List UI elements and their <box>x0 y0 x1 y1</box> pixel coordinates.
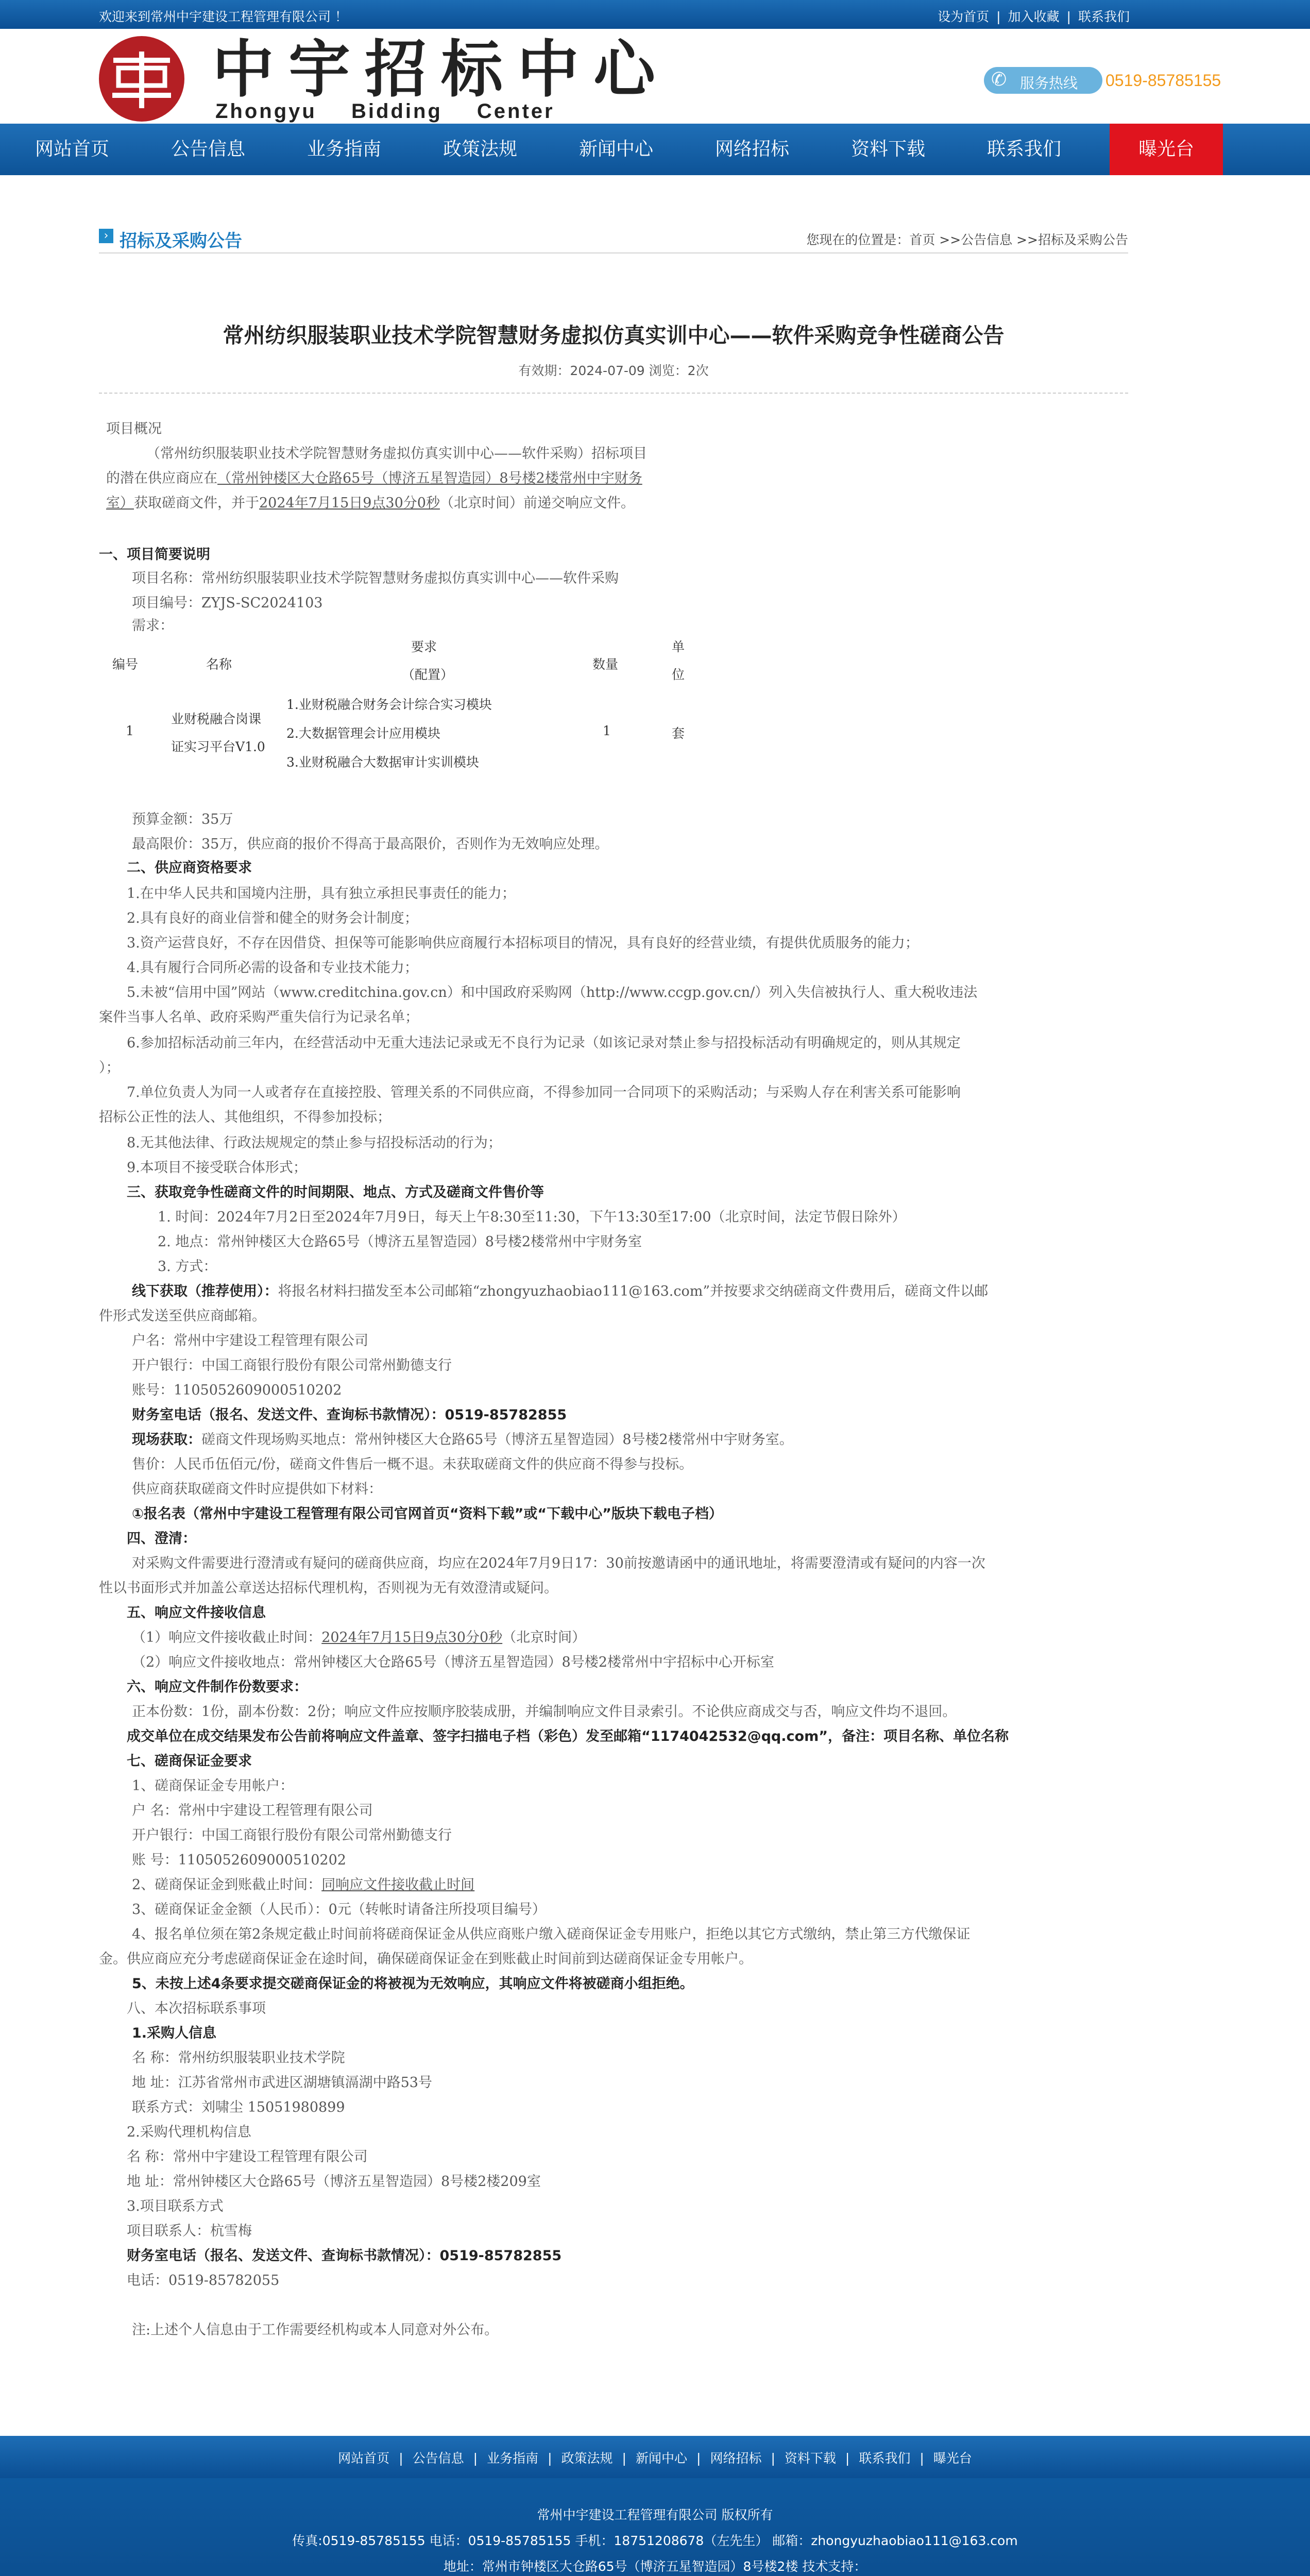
deposit-account-bank: 开户银行：中国工商银行股份有限公司常州勤德支行 <box>132 1827 452 1843</box>
project-code: 项目编号：ZYJS-SC2024103 <box>132 595 323 611</box>
clarify-1: 对采购文件需要进行澄清或有疑问的磋商供应商，均应在2024年7月9日17：30前按邀请函中的通讯地址，将需要澄清或有疑问的内容一次 <box>132 1555 985 1571</box>
section-header <box>99 222 1128 253</box>
purchaser-name: 名 称：常州纺织服装职业技术学院 <box>132 2050 345 2066</box>
nav-announcements[interactable]: 公告信息 <box>171 139 245 160</box>
table-header-name: 名称 <box>206 657 232 672</box>
logo-english-name: Zhongyu Bidding Center <box>215 100 555 123</box>
nav-online-bidding[interactable]: 网络招标 <box>714 139 789 160</box>
footer-copyright: 常州中宇建设工程管理有限公司 版权所有 <box>537 2507 773 2522</box>
registration-form: ①报名表（常州中宇建设工程管理有限公司官网首页“资料下载”或“下载中心”版块下载电子档） <box>132 1506 723 1522</box>
qual-1: 1.在中华人民共和国境内注册，具有独立承担民事责任的能力； <box>127 886 516 902</box>
overview-p3: 室）获取磋商文件，并于2024年7月15日9点30分0秒（北京时间）前递交响应文件。 <box>106 495 635 511</box>
nav-home[interactable]: 网站首页 <box>35 139 109 160</box>
top-bar <box>0 0 1310 29</box>
footer-link-policies[interactable]: 政策法规 <box>561 2451 613 2466</box>
agency-heading: 2.采购代理机构信息 <box>127 2124 251 2140</box>
top-links: 设为首页 | 加入收藏 | 联系我们 <box>938 9 1130 24</box>
table-cell-unit: 套 <box>672 726 685 741</box>
clarify-2: 性以书面形式并加盖公章送达招标代理机构，否则视为无有效澄清或疑问。 <box>99 1580 558 1596</box>
phone-icon: ✆ <box>991 69 1007 90</box>
location: 2. 地点：常州钟楼区大仓路65号（博济五星智造园）8号楼2楼常州中宇财务室 <box>158 1234 642 1250</box>
project-name: 项目名称：常州纺织服装职业技术学院智慧财务虚拟仿真实训中心——软件采购 <box>132 570 619 586</box>
section-title: 招标及采购公告 <box>120 231 242 251</box>
offline-obtain: 线下获取（推荐使用）：将报名材料扫描发至本公司邮箱“zhongyuzhaobiao111@163.com”并按要求交纳磋商文件费用后，磋商文件以邮 <box>132 1283 989 1299</box>
winner-instructions: 成交单位在成交结果发布公告前将响应文件盖章、签字扫描电子档（彩色）发至邮箱“1174042532@qq.com”，备注：项目名称、单位名称 <box>127 1728 1009 1744</box>
section-8-heading: 八、本次招标联系事项 <box>127 2001 266 2016</box>
table-header-unit-1: 单 <box>672 639 685 654</box>
welcome-text: 欢迎来到常州中宇建设工程管理有限公司 ！ <box>99 9 348 24</box>
nav-news[interactable]: 新闻中心 <box>579 139 653 160</box>
requirement-label: 需求： <box>132 618 174 634</box>
budget: 预算金额：35万 <box>132 811 233 827</box>
overview-p1: （常州纺织服装职业技术学院智慧财务虚拟仿真实训中心——软件采购）招标项目 <box>146 446 647 462</box>
table-cell-name-2: 证实习平台V1.0 <box>171 739 265 754</box>
method: 3. 方式： <box>158 1259 217 1275</box>
onsite-obtain: 现场获取：磋商文件现场购买地点：常州钟楼区大仓路65号（博济五星智造园）8号楼2楼常州中宇财务室。 <box>132 1432 793 1448</box>
qual-6a: 6.参加招标活动前三年内，在经营活动中无重大违法记录或无不良行为记录（如该记录对禁止参与招投标活动有明确规定的，则从其规定 <box>127 1035 961 1051</box>
agency-name: 名 称：常州中宇建设工程管理有限公司 <box>127 2149 368 2165</box>
deposit-account-number: 账 号：1105052609000510202 <box>132 1852 346 1868</box>
offline-obtain-cont: 件形式发送至供应商邮箱。 <box>99 1308 266 1324</box>
footer-link-news[interactable]: 新闻中心 <box>635 2451 687 2466</box>
qual-9: 9.本项目不接受联合体形式； <box>127 1160 307 1176</box>
contact-phone: 电话：0519-85782055 <box>127 2273 280 2289</box>
qual-5b: 案件当事人名单、政府采购严重失信行为记录名单； <box>99 1009 419 1025</box>
finance-phone: 财务室电话（报名、发送文件、查询标书款情况）：0519-85782855 <box>132 1407 567 1423</box>
table-header-config: （配置） <box>402 667 454 682</box>
nav-policies[interactable]: 政策法规 <box>443 139 517 160</box>
logo-chinese-name: 中宇招标中心 <box>212 33 670 106</box>
table-cell-no: 1 <box>126 723 134 738</box>
company-logo-icon[interactable] <box>99 36 184 122</box>
section-1-heading: 一、项目简要说明 <box>99 547 210 563</box>
section-arrow-icon: › <box>99 229 113 243</box>
agency-address: 地 址：常州钟楼区大仓路65号（博济五星智造园）8号楼2楼209室 <box>127 2174 541 2190</box>
main-nav <box>0 124 1310 175</box>
footer-link-downloads[interactable]: 资料下载 <box>784 2451 836 2466</box>
receive-location: （2）响应文件接收地点：常州钟楼区大仓路65号（博济五星智造园）8号楼2楼常州中宇招标中心开标室 <box>132 1654 774 1670</box>
qual-7b: 招标公正性的法人、其他组织，不得参加投标； <box>99 1109 391 1125</box>
nav-contact[interactable]: 联系我们 <box>986 139 1061 160</box>
qual-5a: 5.未被“信用中国”网站（www.creditchina.gov.cn）和中国政府采购网（http://www.ccgp.gov.cn/）列入失信被执行人、重大税收违法 <box>127 985 978 1001</box>
section-3-heading: 三、获取竞争性磋商文件的时间期限、地点、方式及磋商文件售价等 <box>127 1184 544 1200</box>
add-favorite-link[interactable]: 加入收藏 <box>1008 9 1060 24</box>
deposit-account-head: 1、磋商保证金专用帐户： <box>132 1778 294 1794</box>
nav-exposure[interactable]: 曝光台 <box>1110 124 1223 175</box>
footer-link-exposure[interactable]: 曝光台 <box>933 2451 972 2466</box>
finance-phone-2: 财务室电话（报名、发送文件、查询标书款情况）：0519-85782855 <box>127 2248 562 2264</box>
section-7-heading: 七、磋商保证金要求 <box>127 1753 252 1769</box>
article-title: 常州纺织服装职业技术学院智慧财务虚拟仿真实训中心——软件采购竞争性磋商公告 <box>223 323 1005 348</box>
copies: 正本份数：1份，副本份数：2份；响应文件应按顺序胶装成册，并编制响应文件目录索引。不论供应商成交与否，响应文件均不退回。 <box>132 1704 957 1720</box>
table-header-qty: 数量 <box>592 657 619 672</box>
purchaser-contact: 联系方式：刘啸尘 15051980899 <box>132 2099 345 2115</box>
deposit-warning: 5、未按上述4条要求提交磋商保证金的将被视为无效响应，其响应文件将被磋商小组拒绝。 <box>132 1976 694 1992</box>
footer-contact: 传真:0519-85785155 电话：0519-85785155 手机：18751208678（左先生） 邮箱：zhongyuzhaobiao111@163.com <box>292 2533 1018 2548</box>
footer-link-guide[interactable]: 业务指南 <box>487 2451 539 2466</box>
set-homepage-link[interactable]: 设为首页 <box>938 9 990 24</box>
qual-8: 8.无其他法律、行政法规规定的禁止参与招投标活动的行为； <box>127 1135 502 1151</box>
table-cell-qty: 1 <box>603 723 611 738</box>
breadcrumb[interactable]: 您现在的位置是：首页 >>公告信息 >>招标及采购公告 <box>806 232 1128 247</box>
article-meta: 有效期：2024-07-09 浏览：2次 <box>518 363 709 378</box>
project-contact-person: 项目联系人：杭雪梅 <box>127 2223 252 2239</box>
table-header-req: 要求 <box>411 639 437 654</box>
project-contact-heading: 3.项目联系方式 <box>127 2198 224 2214</box>
account-number: 账号：1105052609000510202 <box>132 1382 342 1398</box>
table-cell-req-1: 1.业财税融合财务会计综合实习模块 <box>286 697 492 712</box>
header <box>0 29 1310 124</box>
nav-downloads[interactable]: 资料下载 <box>850 139 925 160</box>
deposit-amount: 3、磋商保证金金额（人民币）：0元（转帐时请备注所投项目编号） <box>132 1902 546 1918</box>
qual-2: 2.具有良好的商业信誉和健全的财务会计制度； <box>127 910 418 926</box>
max-price: 最高限价：35万，供应商的报价不得高于最高限价，否则作为无效响应处理。 <box>132 836 609 852</box>
footer-link-online-bidding[interactable]: 网络招标 <box>710 2451 762 2466</box>
deposit-deadline: 2、磋商保证金到账截止时间：同响应文件接收截止时间 <box>132 1877 475 1893</box>
purchaser-heading: 1.采购人信息 <box>132 2025 217 2041</box>
footer-info <box>0 2478 1310 2576</box>
deposit-rule-b: 金。供应商应充分考虑磋商保证金在途时间，确保磋商保证金在到账截止时间前到达磋商保证金专用帐户。 <box>99 1951 753 1967</box>
footer-address: 地址：常州市钟楼区大仓路65号（博济五星智造园）8号楼2楼 技术支持： <box>443 2559 867 2574</box>
table-header-unit-2: 位 <box>672 667 685 682</box>
section-2-heading: 二、供应商资格要求 <box>127 860 252 876</box>
hotline-number: 0519-85785155 <box>1105 71 1221 90</box>
footer-link-contact[interactable]: 联系我们 <box>859 2451 911 2466</box>
nav-business-guide[interactable]: 业务指南 <box>307 139 381 160</box>
qual-7a: 7.单位负责人为同一人或者存在直接控股、管理关系的不同供应商，不得参加同一合同项下的采购活动；与采购人存在利害关系可能影响 <box>127 1084 961 1100</box>
section-6-heading: 六、响应文件制作份数要求： <box>127 1679 308 1695</box>
overview-heading: 项目概况 <box>106 421 162 437</box>
section-4-heading: 四、澄清： <box>127 1531 196 1547</box>
account-bank: 开户银行：中国工商银行股份有限公司常州勤德支行 <box>132 1358 452 1374</box>
deposit-account-name: 户 名：常州中宇建设工程管理有限公司 <box>132 1803 373 1819</box>
footer-links: 网站首页 | 公告信息 | 业务指南 | 政策法规 | 新闻中心 | 网络招标 | 资料下载 | 联系我们 | 曝光台 <box>338 2451 972 2466</box>
deposit-rule-a: 4、报名单位须在第2条规定截止时间前将磋商保证金从供应商账户缴入磋商保证金专用账户，拒绝以其它方式缴纳，禁止第三方代缴保证 <box>132 1926 971 1942</box>
table-cell-req-2: 2.大数据管理会计应用模块 <box>286 726 440 741</box>
requirement-table <box>99 634 712 783</box>
section-5-heading: 五、响应文件接收信息 <box>127 1605 266 1621</box>
divider <box>99 393 1128 394</box>
table-header-no: 编号 <box>112 657 139 672</box>
footer-link-announcements[interactable]: 公告信息 <box>412 2451 464 2466</box>
service-hotline <box>984 65 1231 96</box>
purchaser-address: 地 址：江苏省常州市武进区湖塘镇滆湖中路53号 <box>132 2075 432 2091</box>
hotline-label: 服务热线 <box>1020 75 1078 92</box>
footer-link-home[interactable]: 网站首页 <box>338 2451 390 2466</box>
contact-us-link[interactable]: 联系我们 <box>1078 9 1130 24</box>
qual-6b: ）； <box>99 1060 120 1076</box>
table-cell-req-3: 3.业财税融合大数据审计实训模块 <box>286 755 479 770</box>
qual-4: 4.具有履行合同所必需的设备和专业技术能力； <box>127 960 418 976</box>
table-cell-name-1: 业财税融合岗课 <box>171 711 262 726</box>
materials: 供应商获取磋商文件时应提供如下材料： <box>132 1481 382 1497</box>
privacy-note: 注:上述个人信息由于工作需要经机构或本人同意对外公布。 <box>132 2322 499 2338</box>
qual-3: 3.资产运营良好，不存在因借贷、担保等可能影响供应商履行本招标项目的情况，具有良好的经营业绩，有提供优质服务的能力； <box>127 935 919 951</box>
time-period: 1. 时间：2024年7月2日至2024年7月9日，每天上午8:30至11:30，下午13:30至17:00（北京时间，法定节假日除外） <box>158 1209 906 1225</box>
overview-p2: 的潜在供应商应在（常州钟楼区大仓路65号（博济五星智造园）8号楼2楼常州中宇财务 <box>106 470 642 486</box>
price: 售价：人民币伍佰元/份，磋商文件售后一概不退。未获取磋商文件的供应商不得参与投标。 <box>132 1456 693 1472</box>
account-name: 户名：常州中宇建设工程管理有限公司 <box>132 1333 368 1349</box>
receive-deadline: （1）响应文件接收截止时间：2024年7月15日9点30分0秒（北京时间） <box>132 1630 586 1646</box>
footer-nav <box>0 2436 1310 2478</box>
